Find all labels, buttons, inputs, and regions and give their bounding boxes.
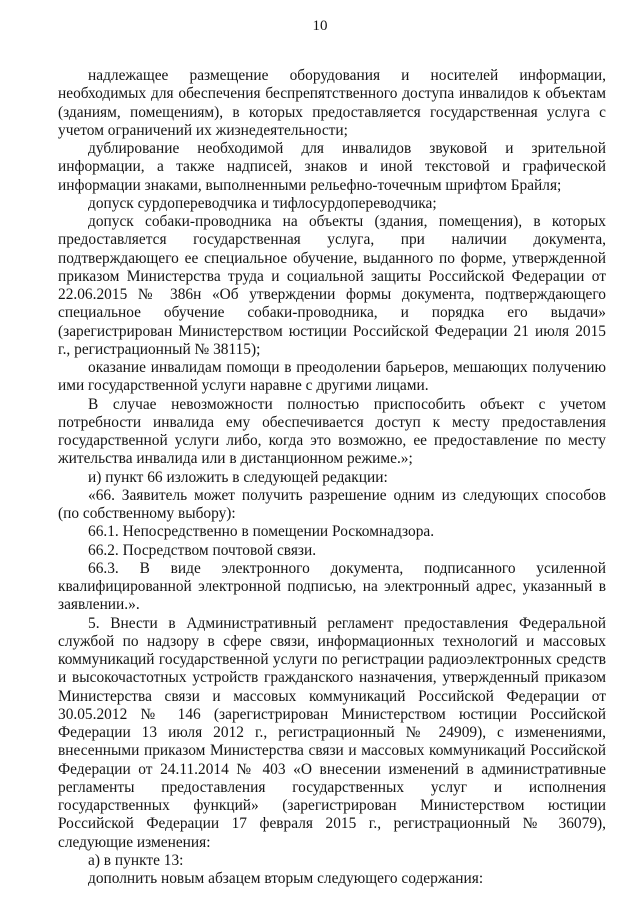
document-body: [58, 67, 606, 888]
paragraph-guide-dog-admission: допуск собаки-проводника на объекты (здания, помещения), в которых предоставляется государственная услуга, при наличии документа, подтверждающего ее специальное обучение, выданного по форме, утвержденной приказом Министерства труда и социальной защиты Российской Федерации от 22.06.2015 № 386н «Об утверждении формы документа, подтверждающего специальное обучение собаки-проводника, и порядка его выдачи» (зарегистрирован Министерством юстиции Российской Федерации 21 июля 2015 г., регистрационный № 38115);: [58, 213, 606, 358]
paragraph-item-i: и) пункт 66 изложить в следующей редакции:: [88, 468, 388, 486]
page-number: 10: [312, 18, 328, 34]
paragraph-add-new-subparagraph: дополнить новым абзацем вторым следующего содержания:: [88, 870, 484, 887]
paragraph-sign-language-interpreter: допуск сурдопереводчика и тифлосурдопереводчика;: [88, 194, 437, 212]
paragraph-item-a: а) в пункте 13:: [88, 851, 184, 869]
paragraph-clause-66-3: 66.3. В виде электронного документа, подписанного усиленной квалифицированной электронной подписью, на электронный адрес, указанный в заявлении.».: [58, 559, 606, 614]
paragraph-clause-66-2: 66.2. Посредством почтовой связи.: [88, 541, 317, 559]
paragraph-assistance-to-disabled: оказание инвалидам помощи в преодолении барьеров, мешающих получению ими государственной услуги наравне с другими лицами.: [58, 359, 606, 395]
paragraph-clause-66: «66. Заявитель может получить разрешение одним из следующих способов (по собственному выбору):: [58, 486, 606, 522]
paragraph-impossibility-to-adapt: В случае невозможности полностью приспособить объект с учетом потребности инвалида ему обеспечивается доступ к месту предоставления государственной услуги либо, когда это возможно, ее предоставление по месту жительства инвалида или в дистанционном режиме.»;: [58, 395, 606, 468]
paragraph-clause-66-1: 66.1. Непосредственно в помещении Роскомнадзора.: [88, 523, 435, 541]
paragraph-section-5: 5. Внести в Административный регламент предоставления Федеральной службой по надзору в сфере связи, информационных технологий и массовых коммуникаций государственной услуги по регистрации радиоэлектронных средств и высокочастотных устройств гражданского назначения, утвержденный приказом Министерства связи и массовых коммуникаций Российской Федерации от 30.05.2012 № 146 (зарегистрирован Министерством юстиции Российской Федерации 13 июля 2012 г., регистрационный № 24909), с изменениями, внесенными приказом Министерства связи и массовых коммуникаций Российской Федерации от 24.11.2014 № 403 «О внесении изменений в административные регламенты предоставления государственных услуг и исполнения государственных функций» (зарегистрирован Министерством юстиции Российской Федерации 17 февраля 2015 г., регистрационный № 36079), следующие изменения:: [58, 614, 606, 851]
paragraph-duplication-of-information: дублирование необходимой для инвалидов звуковой и зрительной информации, а также надписей, знаков и иной текстовой и графической информации знаками, выполненными рельефно-точечным шрифтом Брайля;: [58, 140, 606, 194]
paragraph-placement-of-equipment: надлежащее размещение оборудования и носителей информации, необходимых для обеспечения беспрепятственного доступа инвалидов к объектам (зданиям, помещениям), в которых предоставляется государственная услуга с учетом ограничений их жизнедеятельности;: [58, 67, 606, 139]
